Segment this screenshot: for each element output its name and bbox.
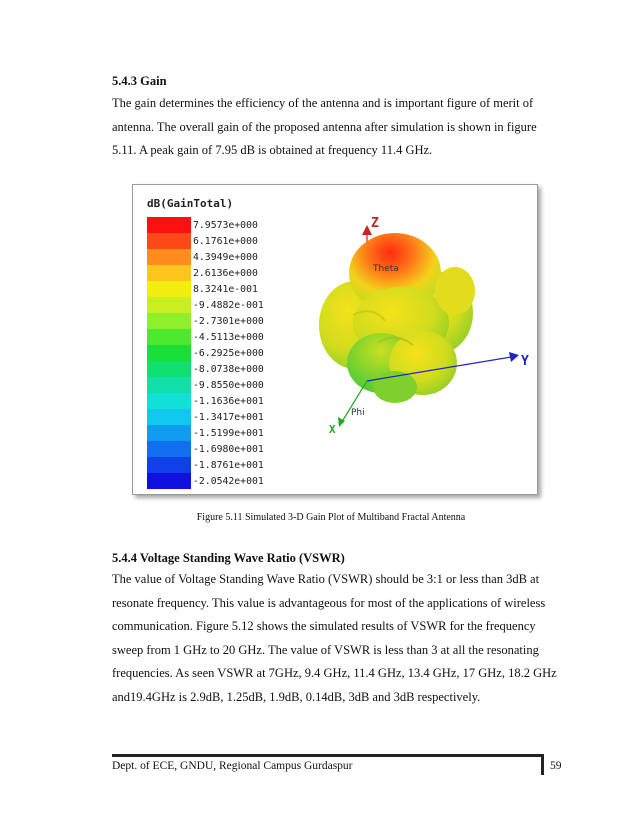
legend-value: 7.9573e+000 [193, 220, 258, 231]
legend-value: -4.5113e+000 [193, 332, 264, 343]
legend-swatch [147, 377, 191, 393]
vswr-line-6: and19.4GHz is 2.9dB, 1.25dB, 1.9dB, 0.14dB, 3dB and 3dB respectively. [112, 689, 481, 704]
gain-line-3: 5.11. A peak gain of 7.95 dB is obtained at frequency 11.4 GHz. [112, 143, 433, 157]
gain-plot-figure [132, 184, 538, 495]
z-axis-label: Z [371, 216, 379, 231]
legend-swatch [147, 217, 191, 233]
legend-swatch [147, 409, 191, 425]
vswr-line-4: sweep from 1 GHz to 20 GHz. The value of VSWR is less than 3 at all the resonating [112, 642, 539, 657]
figure-caption-text: Figure 5.11 Simulated 3-D Gain Plot of Multiband Fractal Antenna [196, 512, 466, 523]
x-axis-label: X [329, 423, 336, 436]
vswr-paragraph [112, 568, 562, 709]
gain-line-2: antenna. The overall gain of the proposed antenna after simulation is shown in figure [112, 119, 537, 134]
vswr-heading: 5.4.4 Voltage Standing Wave Ratio (VSWR) [112, 551, 345, 565]
legend-value: -2.0542e+001 [193, 476, 264, 487]
legend-value: -8.0738e+000 [193, 364, 264, 375]
legend-swatch [147, 345, 191, 361]
legend-value: -2.7301e+000 [193, 316, 264, 327]
legend-value: -1.1636e+001 [193, 396, 264, 407]
legend-value: 2.6136e+000 [193, 268, 258, 279]
gain-line-1: The gain determines the efficiency of the antenna and is important figure of merit of [112, 96, 534, 110]
legend-value: -1.3417e+001 [193, 412, 264, 423]
legend-swatch [147, 473, 191, 489]
vswr-line-1: The value of Voltage Standing Wave Ratio (VSWR) should be 3:1 or less than 3dB at [112, 572, 540, 586]
legend-value: -1.5199e+001 [193, 428, 264, 439]
legend-value: -1.6980e+001 [193, 444, 264, 455]
gain-paragraph [112, 92, 562, 163]
legend-swatch [147, 441, 191, 457]
vswr-line-2: resonate frequency. This value is advantageous for most of the applications of wireless [112, 595, 546, 610]
legend-title: dB(GainTotal) [147, 197, 234, 210]
legend-swatch [147, 425, 191, 441]
vswr-line-5: frequencies. As seen VSWR at 7GHz, 9.4 GHz, 11.4 GHz, 13.4 GHz, 17 GHz, 18.2 GHz [112, 666, 557, 680]
vswr-line-3: communication. Figure 5.12 shows the simulated results of VSWR for the frequency [112, 619, 536, 633]
figure-caption [0, 512, 638, 523]
theta-label: Theta [373, 264, 399, 274]
lobe-far-right [435, 267, 475, 315]
footer-department: Dept. of ECE, GNDU, Regional Campus Gurdaspur [112, 760, 353, 772]
legend-swatch [147, 329, 191, 345]
legend-value: -9.4882e-001 [193, 300, 264, 311]
legend-value: -1.8761e+001 [193, 460, 264, 471]
gain-heading: 5.4.3 Gain [112, 74, 167, 88]
legend-value: 8.3241e-001 [193, 284, 258, 295]
legend-swatch [147, 233, 191, 249]
legend-swatch [147, 393, 191, 409]
legend-swatch [147, 313, 191, 329]
legend-swatch [147, 361, 191, 377]
y-axis-arrow-icon [509, 352, 519, 362]
legend-swatch [147, 297, 191, 313]
legend-swatch [147, 265, 191, 281]
phi-label: Phi [351, 408, 365, 418]
y-axis-label: Y [521, 354, 529, 369]
gain-legend [147, 197, 273, 487]
legend-swatch [147, 281, 191, 297]
legend-value: -6.2925e+000 [193, 348, 264, 359]
legend-swatch [147, 249, 191, 265]
legend-value: 6.1761e+000 [193, 236, 258, 247]
legend-value: -9.8550e+000 [193, 380, 264, 391]
radiation-pattern-lobes [319, 233, 475, 403]
legend-swatch [147, 457, 191, 473]
gain-3d-pattern [283, 195, 533, 485]
legend-value: 4.3949e+000 [193, 252, 258, 263]
footer-rule [112, 754, 544, 757]
footer-divider [541, 754, 544, 775]
page-number: 59 [550, 760, 562, 772]
